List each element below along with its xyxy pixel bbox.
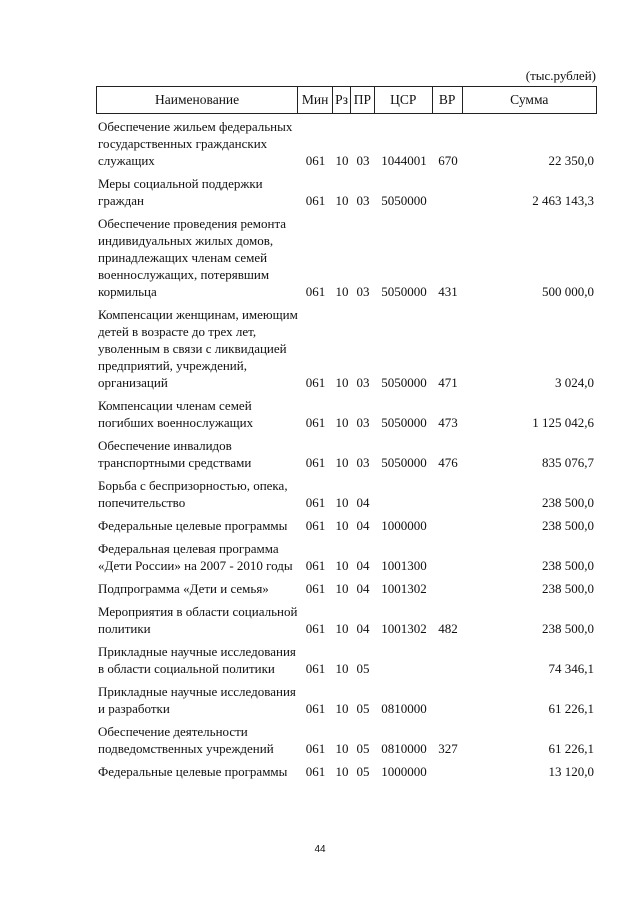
units-label: (тыс.рублей) [525,68,596,83]
header-sum: Сумма [510,92,549,107]
cell-pr: 03 [356,455,370,470]
cell-sum: 238 500,0 [542,495,594,510]
cell-min: 061 [305,581,326,596]
cell-pr: 05 [356,661,370,676]
cell-min: 061 [305,193,326,208]
cell-rz: 10 [335,495,349,510]
cell-name: Прикладные научные исследования и разработки [98,684,296,716]
cell-rz: 10 [335,415,349,430]
table-body [96,118,597,786]
cell-name: Подпрограмма «Дети и семья» [98,581,269,596]
cell-rz: 10 [335,621,349,636]
table-row [96,477,597,511]
cell-name: Борьба с беспризорностью, опека, попечительство [98,478,288,510]
cell-pr: 04 [356,495,370,510]
cell-min: 061 [305,284,326,299]
cell-sum: 238 500,0 [542,558,594,573]
cell-name: Меры социальной поддержки граждан [98,176,263,208]
table-row [96,306,597,391]
cell-min: 061 [305,558,326,573]
table-row [96,437,597,471]
cell-min: 061 [305,661,326,676]
cell-vr: 471 [438,375,458,390]
cell-pr: 03 [356,284,370,299]
cell-name: Обеспечение жильем федеральных государственных гражданских служащих [98,119,293,168]
cell-name: Обеспечение проведения ремонта индивидуальных жилых домов, принадлежащих членам семей военнослужащих, потерявшим кормильца [98,216,287,299]
table-row [96,397,597,431]
cell-name: Компенсации членам семей погибших военнослужащих [98,398,254,430]
cell-rz: 10 [335,701,349,716]
cell-pr: 03 [356,415,370,430]
cell-pr: 05 [356,741,370,756]
cell-pr: 04 [356,558,370,573]
cell-csr: 0810000 [381,701,427,716]
cell-sum: 3 024,0 [555,375,594,390]
table-row [96,723,597,757]
cell-sum: 61 226,1 [548,741,594,756]
cell-csr: 1001300 [381,558,427,573]
table-row [96,763,597,780]
cell-vr: 670 [438,153,458,168]
table-row [96,603,597,637]
cell-csr: 0810000 [381,741,427,756]
cell-csr: 1044001 [381,153,427,168]
table-row [96,118,597,169]
cell-sum: 22 350,0 [548,153,594,168]
header-csr: ЦСР [375,87,433,113]
cell-sum: 74 346,1 [548,661,594,676]
cell-csr: 5050000 [381,375,427,390]
cell-pr: 03 [356,153,370,168]
header-pr: ПР [351,87,375,113]
cell-pr: 05 [356,701,370,716]
cell-min: 061 [305,621,326,636]
cell-min: 061 [305,741,326,756]
cell-sum: 238 500,0 [542,581,594,596]
cell-min: 061 [305,701,326,716]
table-header [96,86,597,114]
cell-csr: 5050000 [381,193,427,208]
table-row [96,683,597,717]
table-row [96,540,597,574]
cell-min: 061 [305,518,326,533]
cell-vr: 431 [438,284,458,299]
cell-sum: 1 125 042,6 [532,415,594,430]
cell-min: 061 [305,415,326,430]
cell-name: Федеральная целевая программа «Дети России» на 2007 - 2010 годы [98,541,293,573]
cell-pr: 04 [356,621,370,636]
cell-rz: 10 [335,764,349,779]
cell-rz: 10 [335,455,349,470]
cell-csr: 1000000 [381,518,427,533]
cell-sum: 500 000,0 [542,284,594,299]
cell-min: 061 [305,153,326,168]
cell-pr: 03 [356,375,370,390]
cell-vr: 327 [438,741,458,756]
cell-name: Прикладные научные исследования в области социальной политики [98,644,296,676]
cell-min: 061 [305,764,326,779]
table-row [96,175,597,209]
cell-csr: 1001302 [381,621,427,636]
table-row [96,643,597,677]
cell-rz: 10 [335,518,349,533]
cell-rz: 10 [335,153,349,168]
cell-min: 061 [305,495,326,510]
cell-sum: 61 226,1 [548,701,594,716]
header-vr: ВР [433,87,463,113]
cell-csr: 5050000 [381,284,427,299]
table-row [96,517,597,534]
cell-min: 061 [305,375,326,390]
cell-rz: 10 [335,581,349,596]
cell-name: Обеспечение деятельности подведомственных учреждений [98,724,274,756]
cell-csr: 5050000 [381,415,427,430]
cell-rz: 10 [335,193,349,208]
table-row [96,215,597,300]
cell-pr: 05 [356,764,370,779]
cell-name: Федеральные целевые программы [98,764,288,779]
cell-pr: 03 [356,193,370,208]
cell-csr: 1000000 [381,764,427,779]
cell-sum: 13 120,0 [548,764,594,779]
cell-sum: 2 463 143,3 [532,193,594,208]
page-number: 44 [314,844,326,855]
cell-sum: 238 500,0 [542,518,594,533]
cell-rz: 10 [335,661,349,676]
header-name: Наименование [97,87,298,113]
cell-vr: 476 [438,455,458,470]
cell-pr: 04 [356,581,370,596]
table-row [96,580,597,597]
cell-min: 061 [305,455,326,470]
cell-name: Обеспечение инвалидов транспортными средствами [98,438,252,470]
cell-rz: 10 [335,741,349,756]
cell-rz: 10 [335,558,349,573]
cell-vr: 482 [438,621,458,636]
cell-name: Компенсации женщинам, имеющим детей в возрасте до трех лет, уволенным в связи с ликвидацией предприятий, учреждений, организаций [98,307,298,390]
cell-csr: 5050000 [381,455,427,470]
header-rz: Рз [333,87,351,113]
cell-pr: 04 [356,518,370,533]
cell-sum: 835 076,7 [542,455,594,470]
cell-rz: 10 [335,284,349,299]
cell-vr: 473 [438,415,458,430]
cell-sum: 238 500,0 [542,621,594,636]
header-min: Мин [298,87,333,113]
cell-csr: 1001302 [381,581,427,596]
cell-rz: 10 [335,375,349,390]
cell-name: Мероприятия в области социальной политики [98,604,298,636]
cell-name: Федеральные целевые программы [98,518,288,533]
